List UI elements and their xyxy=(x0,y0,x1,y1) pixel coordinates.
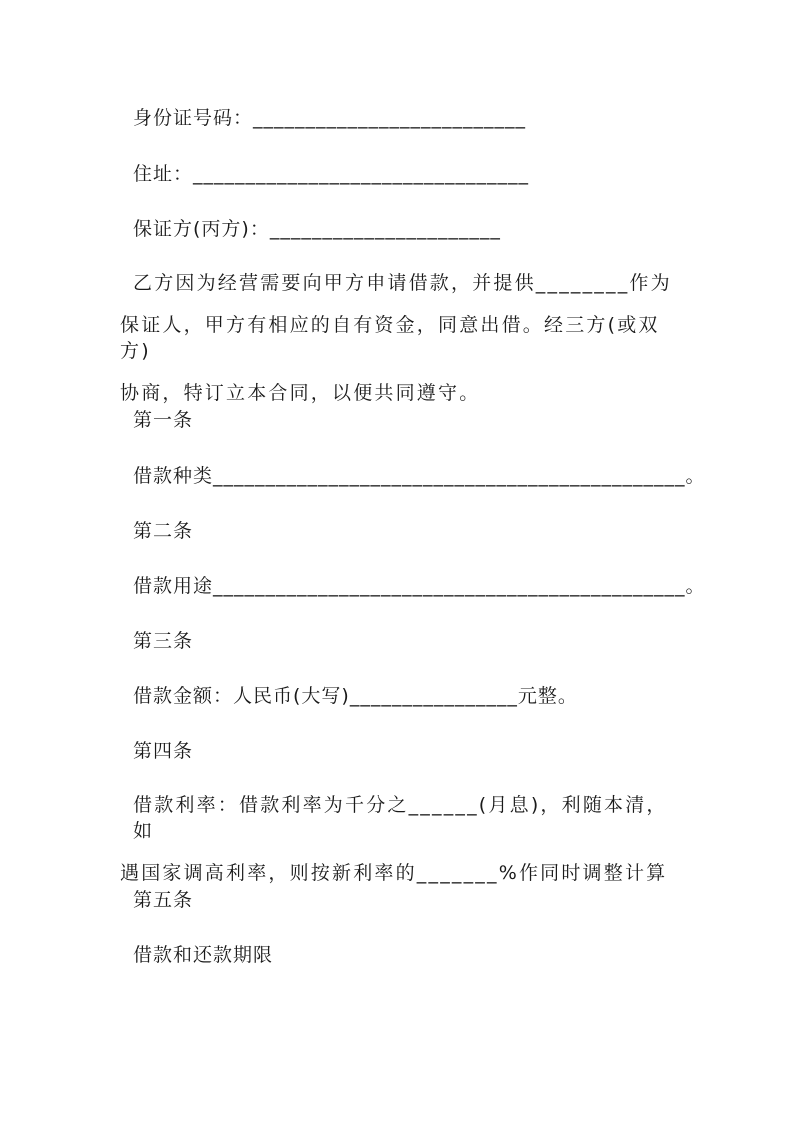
intro-paragraph-line-3: 协商，特订立本合同，以便共同遵守。 xyxy=(120,382,481,404)
intro-paragraph-line-1: 乙方因为经营需要向甲方申请借款，并提供________作为 xyxy=(133,272,672,294)
article-2-body: 借款用途_____________________________________________。 xyxy=(133,575,706,597)
intro-paragraph xyxy=(120,270,680,406)
id-number-field-line: 身份证号码：__________________________ xyxy=(133,107,527,129)
article-1-body: 借款种类_____________________________________________。 xyxy=(133,465,706,487)
article-2-heading: 第二条 xyxy=(133,520,194,542)
article-4-heading: 第四条 xyxy=(133,740,194,762)
article-5-body: 借款和还款期限 xyxy=(133,944,274,966)
article-5-heading: 第五条 xyxy=(133,889,194,911)
article-4-body xyxy=(120,792,680,886)
article-3-heading: 第三条 xyxy=(133,630,194,652)
article-4-body-line-2: 遇国家调高利率，则按新利率的_______%作同时调整计算 xyxy=(120,862,668,884)
article-3-body: 借款金额：人民币(大写)________________元整。 xyxy=(133,685,578,707)
article-4-body-line-1: 借款利率：借款利率为千分之______(月息)，利随本清，如 xyxy=(133,794,668,842)
guarantor-field-line: 保证方(丙方)：______________________ xyxy=(133,218,501,240)
address-field-line: 住址：________________________________ xyxy=(133,163,530,185)
article-1-heading: 第一条 xyxy=(133,409,194,431)
intro-paragraph-line-2: 保证人，甲方有相应的自有资金，同意出借。经三方(或双方) xyxy=(120,314,660,362)
